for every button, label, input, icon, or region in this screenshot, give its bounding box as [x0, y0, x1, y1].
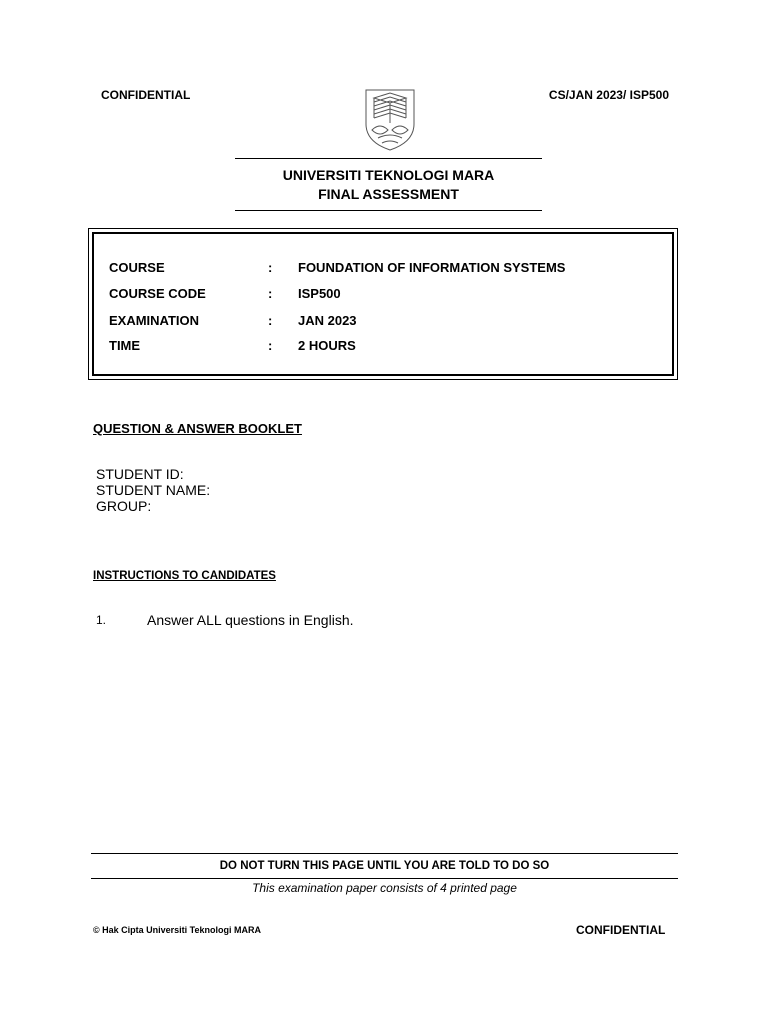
header-paper-code: CS/JAN 2023/ ISP500	[548, 88, 669, 102]
info-value: ISP500	[298, 286, 341, 301]
instruction-number: 1.	[96, 613, 107, 627]
warning-top-rule	[91, 853, 678, 854]
group-label: GROUP:	[96, 498, 152, 514]
info-label: COURSE	[109, 260, 165, 275]
info-value: 2 HOURS	[298, 338, 356, 353]
copyright-notice: © Hak Cipta Universiti Teknologi MARA	[93, 925, 261, 935]
info-colon: :	[268, 286, 273, 301]
booklet-heading: QUESTION & ANSWER BOOKLET	[93, 421, 302, 436]
student-name-label: STUDENT NAME:	[96, 482, 211, 498]
instruction-text: Answer ALL questions in English.	[147, 612, 354, 628]
info-colon: :	[268, 338, 273, 353]
info-value: FOUNDATION OF INFORMATION SYSTEMS	[298, 260, 566, 275]
info-label: COURSE CODE	[109, 286, 206, 301]
info-colon: :	[268, 260, 273, 275]
course-info-box	[88, 228, 678, 380]
title-block	[235, 166, 542, 204]
title-top-rule	[235, 158, 542, 159]
instructions-heading: INSTRUCTIONS TO CANDIDATES	[93, 570, 276, 582]
assessment-title: FINAL ASSESSMENT	[318, 186, 459, 202]
course-info-inner	[92, 232, 674, 376]
title-bottom-rule	[235, 210, 542, 211]
warning-text: DO NOT TURN THIS PAGE UNTIL YOU ARE TOLD TO DO SO	[219, 860, 550, 872]
info-label: TIME	[109, 338, 141, 353]
header-confidential-label: CONFIDENTIAL	[101, 88, 191, 102]
student-id-label: STUDENT ID:	[96, 466, 184, 482]
university-name: UNIVERSITI TEKNOLOGI MARA	[282, 167, 495, 183]
uitm-crest-icon	[360, 86, 420, 152]
student-fields	[96, 466, 210, 514]
info-label: EXAMINATION	[109, 313, 200, 328]
warning-bottom-rule	[91, 878, 678, 879]
info-colon: :	[268, 313, 273, 328]
footer-confidential-label: CONFIDENTIAL	[576, 923, 666, 937]
page-count-note: This examination paper consists of 4 printed page	[252, 881, 517, 895]
info-value: JAN 2023	[298, 313, 357, 328]
